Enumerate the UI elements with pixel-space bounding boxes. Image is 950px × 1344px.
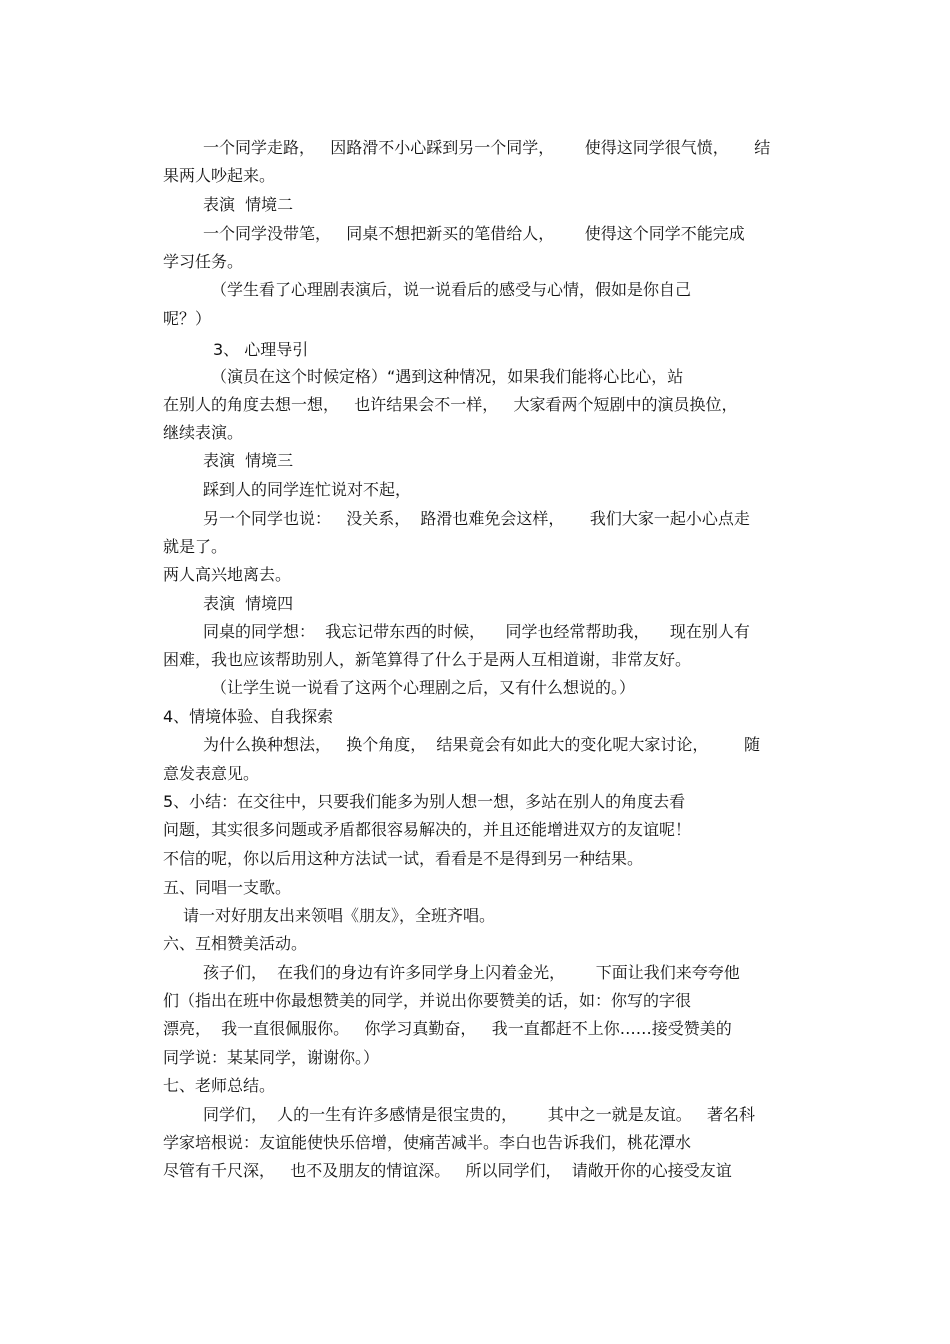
text-line: 们（指出在班中你最想赞美的同学，并说出你要赞美的话，如：你写的字很: [163, 991, 692, 1010]
text-line: 同学们， 人的一生有许多感情是很宝贵的， 其中之一就是友谊。 著名科: [203, 1105, 755, 1124]
text-line: 在别人的角度去想一想， 也许结果会不一样， 大家看两个短剧中的演员换位，: [163, 395, 738, 414]
text-line: 继续表演。: [163, 423, 244, 442]
text-line: 不信的呢，你以后用这种方法试一试，看看是不是得到另一种结果。: [163, 849, 644, 868]
text-line: 一个同学没带笔， 同桌不想把新买的笔借给人， 使得这个同学不能完成: [203, 224, 745, 243]
text-line: 为什么换种想法， 换个角度， 结果竟会有如此大的变化呢大家讨论， 随: [203, 735, 761, 754]
text-line: 一个同学走路， 因路滑不小心踩到另一个同学， 使得这同学很气愤， 结: [203, 138, 771, 157]
text-line: 另一个同学也说： 没关系， 路滑也难免会这样， 我们大家一起小心点走: [203, 509, 750, 528]
text-line: 就是了。: [163, 537, 228, 556]
text-line: 同桌的同学想： 我忘记带东西的时候， 同学也经常帮助我， 现在别人有: [203, 622, 750, 641]
text-line: 问题，其实很多问题或矛盾都很容易解决的，并且还能增进双方的友谊呢！: [163, 820, 692, 839]
text-line: （让学生说一说看了这两个心理剧之后，又有什么想说的。）: [211, 678, 636, 697]
section-heading: 六、互相赞美活动。: [163, 934, 308, 953]
text-line: 请一对好朋友出来领唱《朋友》，全班齐唱。: [183, 906, 496, 925]
text-line: 困难，我也应该帮助别人，新笔算得了什么于是两人互相道谢，非常友好。: [163, 650, 692, 669]
text-line: 两人高兴地离去。: [163, 565, 292, 584]
text-line: 学家培根说：友谊能使快乐倍增，使痛苦减半。李白也告诉我们，桃花潭水: [163, 1133, 692, 1152]
text-line: 意发表意见。: [163, 764, 260, 783]
text-line: 踩到人的同学连忙说对不起，: [203, 480, 412, 499]
text-line: 孩子们， 在我们的身边有许多同学身上闪着金光， 下面让我们来夸夸他: [203, 963, 740, 982]
text-line: 同学说：某某同学，谢谢你。）: [163, 1048, 380, 1067]
text-line: 表演 情境四: [203, 594, 294, 613]
text-line: 尽管有千尺深， 也不及朋友的情谊深。 所以同学们， 请敞开你的心接受友谊: [163, 1161, 732, 1180]
section-heading: 五、同唱一支歌。: [163, 878, 292, 897]
text-line: （演员在这个时候定格）“遇到这种情况，如果我们能将心比心，站: [211, 367, 684, 386]
text-line: 呢？）: [163, 309, 212, 328]
section-heading: 4、情境体验、自我探索: [163, 707, 334, 726]
text-line: 表演 情境三: [203, 451, 294, 470]
section-heading: 5、小结：在交往中，只要我们能多为别人想一想，多站在别人的角度去看: [163, 792, 686, 811]
section-heading: 3、 心理导引: [213, 340, 309, 359]
text-line: 学习任务。: [163, 252, 244, 271]
text-line: （学生看了心理剧表演后，说一说看后的感受与心情，假如是你自己: [211, 280, 692, 299]
section-heading: 七、老师总结。: [163, 1076, 276, 1095]
text-line: 表演 情境二: [203, 195, 294, 214]
text-line: 漂亮， 我一直很佩服你。 你学习真勤奋， 我一直都赶不上你……接受赞美的: [163, 1019, 732, 1038]
text-line: 果两人吵起来。: [163, 166, 276, 185]
